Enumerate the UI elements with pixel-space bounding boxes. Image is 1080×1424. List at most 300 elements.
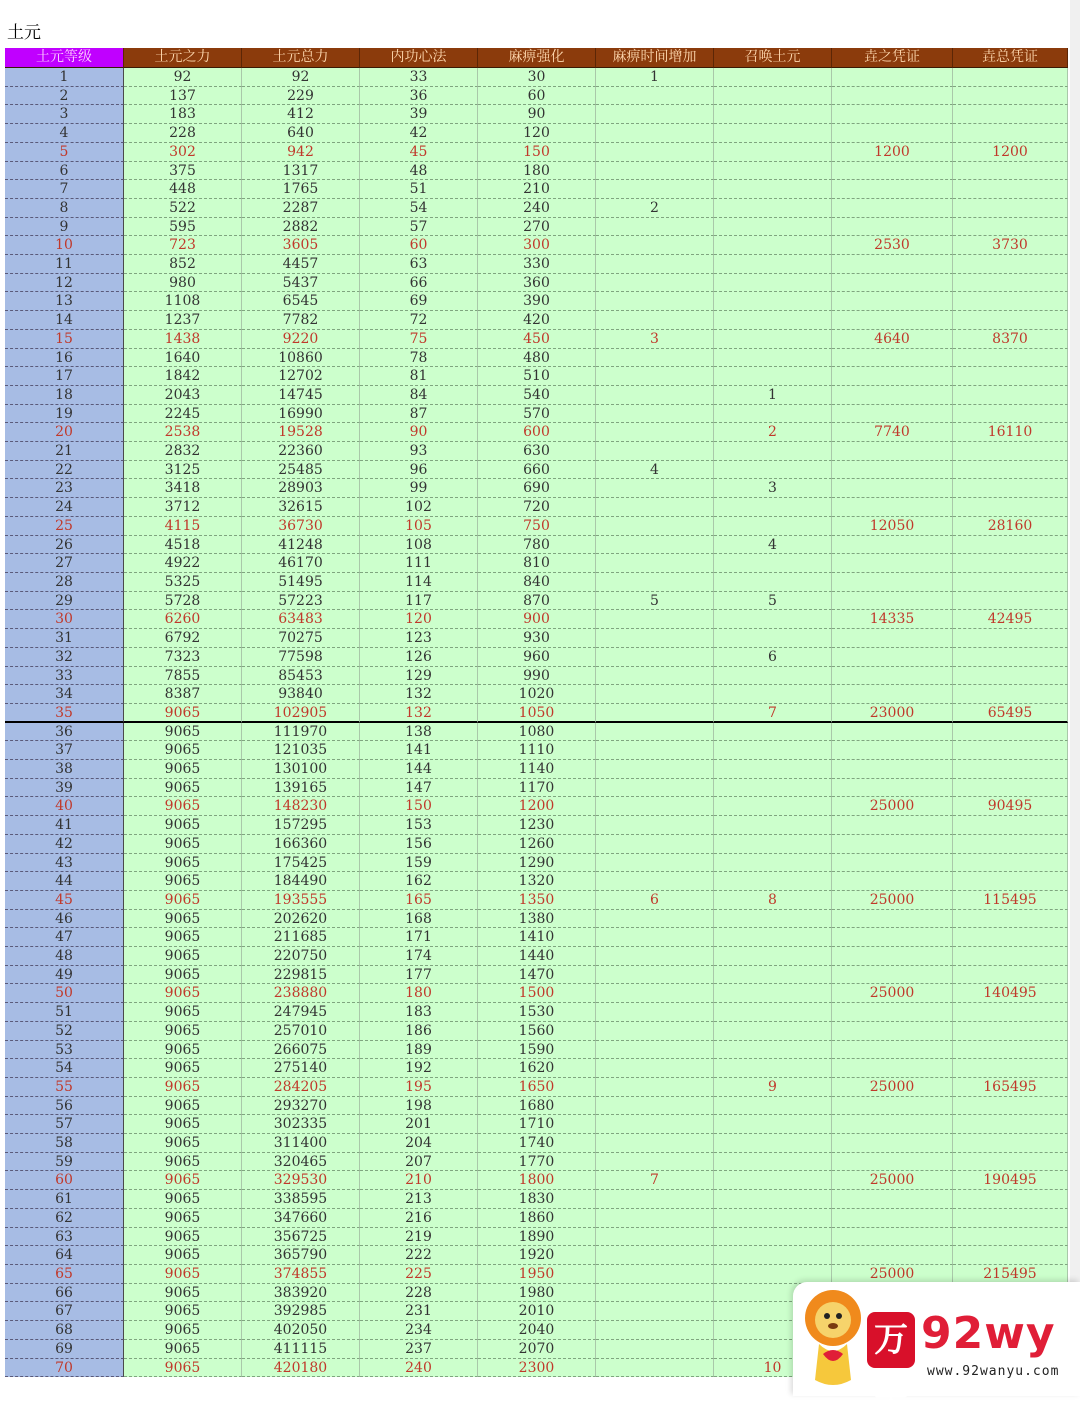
- level-cell[interactable]: 51: [5, 1003, 124, 1022]
- table-cell[interactable]: [953, 872, 1068, 891]
- table-cell[interactable]: 2832: [124, 442, 242, 461]
- table-cell[interactable]: [596, 1359, 714, 1378]
- level-cell[interactable]: 36: [5, 723, 124, 742]
- table-cell[interactable]: [714, 87, 832, 106]
- table-cell[interactable]: [714, 292, 832, 311]
- table-cell[interactable]: 140495: [953, 984, 1068, 1003]
- table-cell[interactable]: 9065: [124, 1302, 242, 1321]
- table-cell[interactable]: 148230: [242, 797, 360, 816]
- table-cell[interactable]: 374855: [242, 1265, 360, 1284]
- table-cell[interactable]: [714, 573, 832, 592]
- table-cell[interactable]: 14335: [832, 610, 953, 629]
- table-cell[interactable]: 229815: [242, 966, 360, 985]
- table-cell[interactable]: 129: [360, 667, 478, 686]
- table-cell[interactable]: [832, 124, 953, 143]
- level-cell[interactable]: 65: [5, 1265, 124, 1284]
- table-cell[interactable]: 1740: [478, 1134, 596, 1153]
- table-cell[interactable]: 1080: [478, 723, 596, 742]
- table-cell[interactable]: [714, 1097, 832, 1116]
- table-cell[interactable]: 1770: [478, 1153, 596, 1172]
- table-cell[interactable]: 9065: [124, 741, 242, 760]
- table-cell[interactable]: 193555: [242, 891, 360, 910]
- table-cell[interactable]: 1380: [478, 910, 596, 929]
- table-cell[interactable]: 1650: [478, 1078, 596, 1097]
- table-cell[interactable]: [714, 1246, 832, 1265]
- table-cell[interactable]: 137: [124, 87, 242, 106]
- table-cell[interactable]: [596, 648, 714, 667]
- table-cell[interactable]: 60: [478, 87, 596, 106]
- table-cell[interactable]: [596, 1340, 714, 1359]
- table-cell[interactable]: 25485: [242, 461, 360, 480]
- table-cell[interactable]: [832, 1003, 953, 1022]
- level-cell[interactable]: 41: [5, 816, 124, 835]
- level-cell[interactable]: 49: [5, 966, 124, 985]
- table-cell[interactable]: 190495: [953, 1171, 1068, 1190]
- level-cell[interactable]: 11: [5, 255, 124, 274]
- table-cell[interactable]: 126: [360, 648, 478, 667]
- table-cell[interactable]: [832, 461, 953, 480]
- column-header[interactable]: 内功心法: [360, 48, 478, 68]
- table-cell[interactable]: 3: [714, 479, 832, 498]
- table-cell[interactable]: 1950: [478, 1265, 596, 1284]
- table-cell[interactable]: 942: [242, 143, 360, 162]
- level-cell[interactable]: 53: [5, 1041, 124, 1060]
- level-cell[interactable]: 38: [5, 760, 124, 779]
- level-cell[interactable]: 44: [5, 872, 124, 891]
- table-cell[interactable]: 510: [478, 367, 596, 386]
- table-cell[interactable]: 41248: [242, 536, 360, 555]
- table-cell[interactable]: [832, 1097, 953, 1116]
- table-cell[interactable]: 75: [360, 330, 478, 349]
- table-cell[interactable]: 1170: [478, 779, 596, 798]
- level-cell[interactable]: 59: [5, 1153, 124, 1172]
- column-header[interactable]: 垚总凭证: [953, 48, 1068, 68]
- table-cell[interactable]: [832, 479, 953, 498]
- table-cell[interactable]: [596, 1302, 714, 1321]
- table-cell[interactable]: [596, 723, 714, 742]
- table-cell[interactable]: 39: [360, 105, 478, 124]
- table-cell[interactable]: [714, 779, 832, 798]
- table-cell[interactable]: [596, 87, 714, 106]
- table-cell[interactable]: [832, 966, 953, 985]
- table-cell[interactable]: 78: [360, 349, 478, 368]
- column-header[interactable]: 土元等级: [5, 48, 124, 68]
- table-cell[interactable]: 72: [360, 311, 478, 330]
- table-cell[interactable]: [832, 311, 953, 330]
- table-cell[interactable]: [596, 1153, 714, 1172]
- table-cell[interactable]: 156: [360, 835, 478, 854]
- level-cell[interactable]: 55: [5, 1078, 124, 1097]
- table-cell[interactable]: [832, 1059, 953, 1078]
- table-cell[interactable]: 6: [714, 648, 832, 667]
- table-cell[interactable]: 66: [360, 274, 478, 293]
- table-cell[interactable]: 42: [360, 124, 478, 143]
- table-cell[interactable]: 77598: [242, 648, 360, 667]
- table-cell[interactable]: 1710: [478, 1115, 596, 1134]
- table-cell[interactable]: 7323: [124, 648, 242, 667]
- table-cell[interactable]: 60: [360, 236, 478, 255]
- table-cell[interactable]: 9065: [124, 966, 242, 985]
- table-cell[interactable]: 48: [360, 162, 478, 181]
- column-header[interactable]: 垚之凭证: [832, 48, 953, 68]
- table-cell[interactable]: 150: [360, 797, 478, 816]
- table-cell[interactable]: 4457: [242, 255, 360, 274]
- table-cell[interactable]: 63: [360, 255, 478, 274]
- table-cell[interactable]: 2882: [242, 218, 360, 237]
- table-cell[interactable]: 320465: [242, 1153, 360, 1172]
- table-cell[interactable]: 9065: [124, 1078, 242, 1097]
- table-cell[interactable]: 189: [360, 1041, 478, 1060]
- table-cell[interactable]: [953, 180, 1068, 199]
- table-cell[interactable]: 1980: [478, 1284, 596, 1303]
- table-cell[interactable]: [714, 835, 832, 854]
- table-cell[interactable]: [596, 797, 714, 816]
- table-cell[interactable]: 4640: [832, 330, 953, 349]
- table-cell[interactable]: 105: [360, 517, 478, 536]
- table-cell[interactable]: 402050: [242, 1321, 360, 1340]
- table-cell[interactable]: [832, 68, 953, 87]
- table-cell[interactable]: 117: [360, 592, 478, 611]
- table-cell[interactable]: 16990: [242, 405, 360, 424]
- table-cell[interactable]: [596, 1321, 714, 1340]
- table-cell[interactable]: 9065: [124, 854, 242, 873]
- table-cell[interactable]: [714, 1171, 832, 1190]
- table-cell[interactable]: 121035: [242, 741, 360, 760]
- table-cell[interactable]: [596, 517, 714, 536]
- table-cell[interactable]: 392985: [242, 1302, 360, 1321]
- table-cell[interactable]: 180: [478, 162, 596, 181]
- table-cell[interactable]: 120: [478, 124, 596, 143]
- table-cell[interactable]: [714, 442, 832, 461]
- table-cell[interactable]: 222: [360, 1246, 478, 1265]
- table-cell[interactable]: 9065: [124, 1134, 242, 1153]
- level-cell[interactable]: 48: [5, 947, 124, 966]
- table-cell[interactable]: 293270: [242, 1097, 360, 1116]
- table-cell[interactable]: [714, 461, 832, 480]
- table-cell[interactable]: 165: [360, 891, 478, 910]
- table-cell[interactable]: 375: [124, 162, 242, 181]
- table-cell[interactable]: [596, 479, 714, 498]
- table-cell[interactable]: 6545: [242, 292, 360, 311]
- table-cell[interactable]: [714, 218, 832, 237]
- level-cell[interactable]: 46: [5, 910, 124, 929]
- table-cell[interactable]: 8370: [953, 330, 1068, 349]
- table-cell[interactable]: 420: [478, 311, 596, 330]
- table-cell[interactable]: [953, 367, 1068, 386]
- table-cell[interactable]: 162: [360, 872, 478, 891]
- table-cell[interactable]: 660: [478, 461, 596, 480]
- table-cell[interactable]: [596, 741, 714, 760]
- table-cell[interactable]: [596, 1246, 714, 1265]
- table-cell[interactable]: 63483: [242, 610, 360, 629]
- level-cell[interactable]: 61: [5, 1190, 124, 1209]
- level-cell[interactable]: 35: [5, 704, 124, 723]
- table-cell[interactable]: [714, 816, 832, 835]
- table-cell[interactable]: 9: [714, 1078, 832, 1097]
- table-cell[interactable]: 57223: [242, 592, 360, 611]
- level-cell[interactable]: 19: [5, 405, 124, 424]
- table-cell[interactable]: 115495: [953, 891, 1068, 910]
- table-cell[interactable]: [596, 704, 714, 723]
- table-cell[interactable]: [596, 1115, 714, 1134]
- table-cell[interactable]: 183: [360, 1003, 478, 1022]
- table-cell[interactable]: [832, 1022, 953, 1041]
- table-cell[interactable]: [714, 685, 832, 704]
- table-cell[interactable]: 238880: [242, 984, 360, 1003]
- table-cell[interactable]: 9065: [124, 816, 242, 835]
- table-cell[interactable]: 3125: [124, 461, 242, 480]
- table-cell[interactable]: 90495: [953, 797, 1068, 816]
- table-cell[interactable]: 630: [478, 442, 596, 461]
- table-cell[interactable]: 25000: [832, 1265, 953, 1284]
- table-cell[interactable]: 175425: [242, 854, 360, 873]
- table-cell[interactable]: 36730: [242, 517, 360, 536]
- table-cell[interactable]: [832, 741, 953, 760]
- table-cell[interactable]: [596, 760, 714, 779]
- table-cell[interactable]: 12050: [832, 517, 953, 536]
- table-cell[interactable]: 10: [714, 1359, 832, 1378]
- table-cell[interactable]: 210: [478, 180, 596, 199]
- table-cell[interactable]: 28903: [242, 479, 360, 498]
- table-cell[interactable]: 365790: [242, 1246, 360, 1265]
- table-cell[interactable]: 990: [478, 667, 596, 686]
- table-cell[interactable]: [953, 1097, 1068, 1116]
- table-cell[interactable]: [714, 255, 832, 274]
- table-cell[interactable]: [596, 667, 714, 686]
- table-cell[interactable]: [953, 1003, 1068, 1022]
- table-cell[interactable]: 36: [360, 87, 478, 106]
- table-cell[interactable]: [832, 180, 953, 199]
- table-cell[interactable]: [714, 984, 832, 1003]
- table-cell[interactable]: [832, 629, 953, 648]
- table-cell[interactable]: [714, 760, 832, 779]
- table-cell[interactable]: [953, 779, 1068, 798]
- table-cell[interactable]: [953, 741, 1068, 760]
- level-cell[interactable]: 68: [5, 1321, 124, 1340]
- table-cell[interactable]: 329530: [242, 1171, 360, 1190]
- table-cell[interactable]: 1200: [832, 143, 953, 162]
- table-cell[interactable]: 153: [360, 816, 478, 835]
- table-cell[interactable]: 600: [478, 423, 596, 442]
- column-header[interactable]: 麻痹时间增加: [596, 48, 714, 68]
- table-cell[interactable]: 9065: [124, 1284, 242, 1303]
- table-cell[interactable]: 270: [478, 218, 596, 237]
- table-cell[interactable]: [714, 367, 832, 386]
- table-cell[interactable]: [953, 87, 1068, 106]
- table-cell[interactable]: [953, 1022, 1068, 1041]
- table-cell[interactable]: 3730: [953, 236, 1068, 255]
- table-cell[interactable]: [596, 947, 714, 966]
- table-cell[interactable]: [596, 1097, 714, 1116]
- table-cell[interactable]: [714, 1003, 832, 1022]
- table-cell[interactable]: 9065: [124, 1190, 242, 1209]
- table-cell[interactable]: [714, 872, 832, 891]
- table-cell[interactable]: [596, 910, 714, 929]
- table-cell[interactable]: 141: [360, 741, 478, 760]
- table-cell[interactable]: [953, 816, 1068, 835]
- table-cell[interactable]: 9065: [124, 704, 242, 723]
- table-cell[interactable]: 228: [360, 1284, 478, 1303]
- table-cell[interactable]: [832, 1209, 953, 1228]
- table-cell[interactable]: 25000: [832, 1171, 953, 1190]
- table-cell[interactable]: 338595: [242, 1190, 360, 1209]
- table-cell[interactable]: 90: [478, 105, 596, 124]
- table-cell[interactable]: [714, 741, 832, 760]
- table-cell[interactable]: 1440: [478, 947, 596, 966]
- table-cell[interactable]: 2010: [478, 1302, 596, 1321]
- level-cell[interactable]: 67: [5, 1302, 124, 1321]
- table-cell[interactable]: [832, 405, 953, 424]
- table-cell[interactable]: [832, 1228, 953, 1247]
- table-cell[interactable]: 347660: [242, 1209, 360, 1228]
- table-cell[interactable]: 32615: [242, 498, 360, 517]
- table-cell[interactable]: [596, 367, 714, 386]
- table-cell[interactable]: 69: [360, 292, 478, 311]
- level-cell[interactable]: 30: [5, 610, 124, 629]
- table-cell[interactable]: [832, 685, 953, 704]
- table-cell[interactable]: [714, 162, 832, 181]
- table-cell[interactable]: 8387: [124, 685, 242, 704]
- table-cell[interactable]: 595: [124, 218, 242, 237]
- table-cell[interactable]: 9220: [242, 330, 360, 349]
- table-cell[interactable]: 2070: [478, 1340, 596, 1359]
- table-cell[interactable]: [953, 685, 1068, 704]
- table-cell[interactable]: [953, 105, 1068, 124]
- table-cell[interactable]: 165495: [953, 1078, 1068, 1097]
- table-cell[interactable]: 201: [360, 1115, 478, 1134]
- table-cell[interactable]: [953, 910, 1068, 929]
- table-cell[interactable]: [832, 1134, 953, 1153]
- table-cell[interactable]: [953, 349, 1068, 368]
- table-cell[interactable]: 383920: [242, 1284, 360, 1303]
- level-cell[interactable]: 70: [5, 1359, 124, 1378]
- table-cell[interactable]: [953, 835, 1068, 854]
- table-cell[interactable]: 9065: [124, 1321, 242, 1340]
- table-cell[interactable]: 870: [478, 592, 596, 611]
- table-cell[interactable]: 168: [360, 910, 478, 929]
- table-cell[interactable]: [832, 760, 953, 779]
- table-cell[interactable]: 4922: [124, 554, 242, 573]
- table-cell[interactable]: [596, 610, 714, 629]
- table-cell[interactable]: [714, 105, 832, 124]
- table-cell[interactable]: 5437: [242, 274, 360, 293]
- table-cell[interactable]: [953, 1134, 1068, 1153]
- level-cell[interactable]: 69: [5, 1340, 124, 1359]
- table-cell[interactable]: 1230: [478, 816, 596, 835]
- level-cell[interactable]: 6: [5, 162, 124, 181]
- table-cell[interactable]: [596, 311, 714, 330]
- table-cell[interactable]: [953, 667, 1068, 686]
- table-cell[interactable]: 302: [124, 143, 242, 162]
- table-cell[interactable]: [596, 554, 714, 573]
- table-cell[interactable]: [953, 255, 1068, 274]
- level-cell[interactable]: 17: [5, 367, 124, 386]
- table-cell[interactable]: [596, 536, 714, 555]
- table-cell[interactable]: [832, 835, 953, 854]
- table-cell[interactable]: 237: [360, 1340, 478, 1359]
- table-cell[interactable]: 9065: [124, 1340, 242, 1359]
- table-cell[interactable]: [596, 835, 714, 854]
- table-cell[interactable]: 183: [124, 105, 242, 124]
- level-cell[interactable]: 3: [5, 105, 124, 124]
- level-cell[interactable]: 20: [5, 423, 124, 442]
- table-cell[interactable]: 14745: [242, 386, 360, 405]
- level-cell[interactable]: 37: [5, 741, 124, 760]
- table-cell[interactable]: 960: [478, 648, 596, 667]
- level-cell[interactable]: 13: [5, 292, 124, 311]
- level-cell[interactable]: 60: [5, 1171, 124, 1190]
- table-cell[interactable]: 930: [478, 629, 596, 648]
- table-cell[interactable]: 30: [478, 68, 596, 87]
- table-cell[interactable]: [953, 1041, 1068, 1060]
- table-cell[interactable]: [953, 947, 1068, 966]
- table-cell[interactable]: 70275: [242, 629, 360, 648]
- table-cell[interactable]: 9065: [124, 928, 242, 947]
- table-cell[interactable]: 210: [360, 1171, 478, 1190]
- level-cell[interactable]: 62: [5, 1209, 124, 1228]
- table-cell[interactable]: 9065: [124, 984, 242, 1003]
- table-cell[interactable]: [953, 1153, 1068, 1172]
- table-cell[interactable]: [714, 667, 832, 686]
- table-cell[interactable]: [596, 816, 714, 835]
- table-cell[interactable]: [832, 367, 953, 386]
- table-cell[interactable]: [832, 816, 953, 835]
- table-cell[interactable]: 87: [360, 405, 478, 424]
- table-cell[interactable]: 1110: [478, 741, 596, 760]
- table-cell[interactable]: [596, 1078, 714, 1097]
- table-cell[interactable]: 132: [360, 704, 478, 723]
- level-cell[interactable]: 50: [5, 984, 124, 1003]
- table-cell[interactable]: 10860: [242, 349, 360, 368]
- table-cell[interactable]: [832, 87, 953, 106]
- level-cell[interactable]: 12: [5, 274, 124, 293]
- table-cell[interactable]: [596, 1228, 714, 1247]
- table-cell[interactable]: 840: [478, 573, 596, 592]
- table-cell[interactable]: [832, 536, 953, 555]
- table-cell[interactable]: 25000: [832, 1078, 953, 1097]
- table-cell[interactable]: [953, 854, 1068, 873]
- table-cell[interactable]: [953, 1059, 1068, 1078]
- table-cell[interactable]: 7: [596, 1171, 714, 1190]
- table-cell[interactable]: 1890: [478, 1228, 596, 1247]
- table-cell[interactable]: 96: [360, 461, 478, 480]
- table-cell[interactable]: 23000: [832, 704, 953, 723]
- table-cell[interactable]: 102: [360, 498, 478, 517]
- table-cell[interactable]: [953, 573, 1068, 592]
- level-cell[interactable]: 28: [5, 573, 124, 592]
- table-cell[interactable]: 1: [596, 68, 714, 87]
- table-cell[interactable]: [953, 629, 1068, 648]
- table-cell[interactable]: [832, 723, 953, 742]
- table-cell[interactable]: 42495: [953, 610, 1068, 629]
- table-cell[interactable]: [832, 910, 953, 929]
- table-cell[interactable]: [832, 1115, 953, 1134]
- table-cell[interactable]: 1200: [478, 797, 596, 816]
- level-cell[interactable]: 1: [5, 68, 124, 87]
- table-cell[interactable]: [832, 255, 953, 274]
- table-cell[interactable]: [596, 1041, 714, 1060]
- table-cell[interactable]: 4: [714, 536, 832, 555]
- level-cell[interactable]: 45: [5, 891, 124, 910]
- table-cell[interactable]: 9065: [124, 1171, 242, 1190]
- table-cell[interactable]: 284205: [242, 1078, 360, 1097]
- table-cell[interactable]: 300: [478, 236, 596, 255]
- table-cell[interactable]: [832, 1190, 953, 1209]
- table-cell[interactable]: [596, 218, 714, 237]
- table-cell[interactable]: 750: [478, 517, 596, 536]
- table-cell[interactable]: [596, 292, 714, 311]
- table-cell[interactable]: [714, 1265, 832, 1284]
